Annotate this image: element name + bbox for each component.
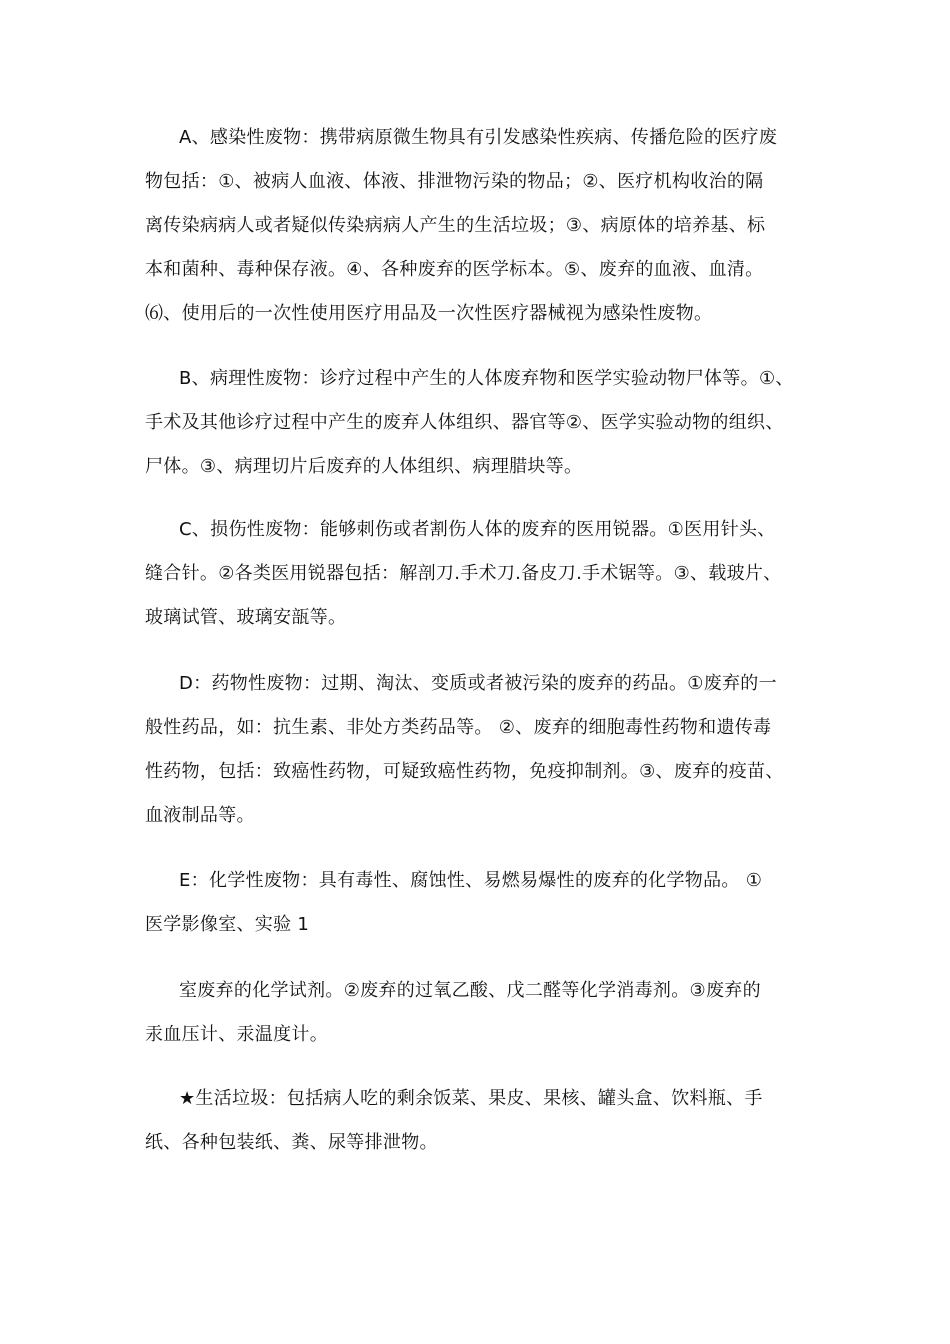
- text-line: D：药物性废物：过期、淘汰、变质或者被污染的废弃的药品。①废弃的一: [179, 673, 777, 694]
- paragraph-domestic-waste: [145, 1077, 813, 1165]
- text-line: 纸、各种包装纸、粪、尿等排泄物。: [145, 1132, 438, 1153]
- paragraph-infectious-waste: [145, 116, 813, 336]
- paragraph-damaging-waste: [145, 508, 813, 640]
- text-line: 缝合针。②各类医用锐器包括：解剖刀.手术刀.备皮刀.手术锯等。③、载玻片、: [145, 563, 782, 584]
- text-line: 室废弃的化学试剂。②废弃的过氧乙酸、戊二醛等化学消毒剂。③废弃的: [179, 980, 761, 1001]
- text-line: 离传染病病人或者疑似传染病病人产生的生活垃圾；③、病原体的培养基、标: [145, 215, 766, 236]
- text-line: 性药物，包括：致癌性药物，可疑致癌性药物，免疫抑制剂。③、废弃的疫苗、: [145, 761, 784, 782]
- text-line: E：化学性废物：具有毒性、腐蚀性、易燃易爆性的废弃的化学物品。 ①: [179, 870, 763, 891]
- text-line: 般性药品，如：抗生素、非处方类药品等。 ②、废弃的细胞毒性药物和遗传毒: [145, 717, 772, 738]
- text-line: 血液制品等。: [145, 805, 255, 826]
- paragraph-chemical-waste-continued: [145, 969, 813, 1057]
- text-line: ⑹、使用后的一次性使用医疗用品及一次性医疗器械视为感染性废物。: [145, 303, 713, 324]
- text-line: 尸体。③、病理切片后废弃的人体组织、病理腊块等。: [145, 456, 583, 477]
- text-line: 手术及其他诊疗过程中产生的废弃人体组织、器官等②、医学实验动物的组织、: [145, 412, 784, 433]
- text-line: 本和菌种、毒种保存液。④、各种废弃的医学标本。⑤、废弃的血液、血清。: [145, 259, 764, 280]
- text-line: 玻璃试管、玻璃安瓿等。: [145, 607, 347, 628]
- text-line: C、损伤性废物：能够刺伤或者割伤人体的废弃的医用锐器。①医用针头、: [179, 519, 776, 540]
- text-line: B、病理性废物：诊疗过程中产生的人体废弃物和医学实验动物尸体等。①、: [179, 368, 794, 389]
- text-line: A、感染性废物：携带病原微生物具有引发感染性疾病、传播危险的医疗废: [179, 127, 778, 148]
- text-line: 医学影像室、实验 1: [145, 914, 310, 935]
- paragraph-chemical-waste: [145, 859, 813, 947]
- text-line: ★生活垃圾：包括病人吃的剩余饭菜、果皮、果核、罐头盒、饮料瓶、手: [179, 1088, 763, 1109]
- text-line: 汞血压计、汞温度计。: [145, 1024, 328, 1045]
- paragraph-pharmaceutical-waste: [145, 662, 813, 838]
- text-line: 物包括：①、被病人血液、体液、排泄物污染的物品；②、医疗机构收治的隔: [145, 171, 764, 192]
- paragraph-pathological-waste: [145, 357, 813, 489]
